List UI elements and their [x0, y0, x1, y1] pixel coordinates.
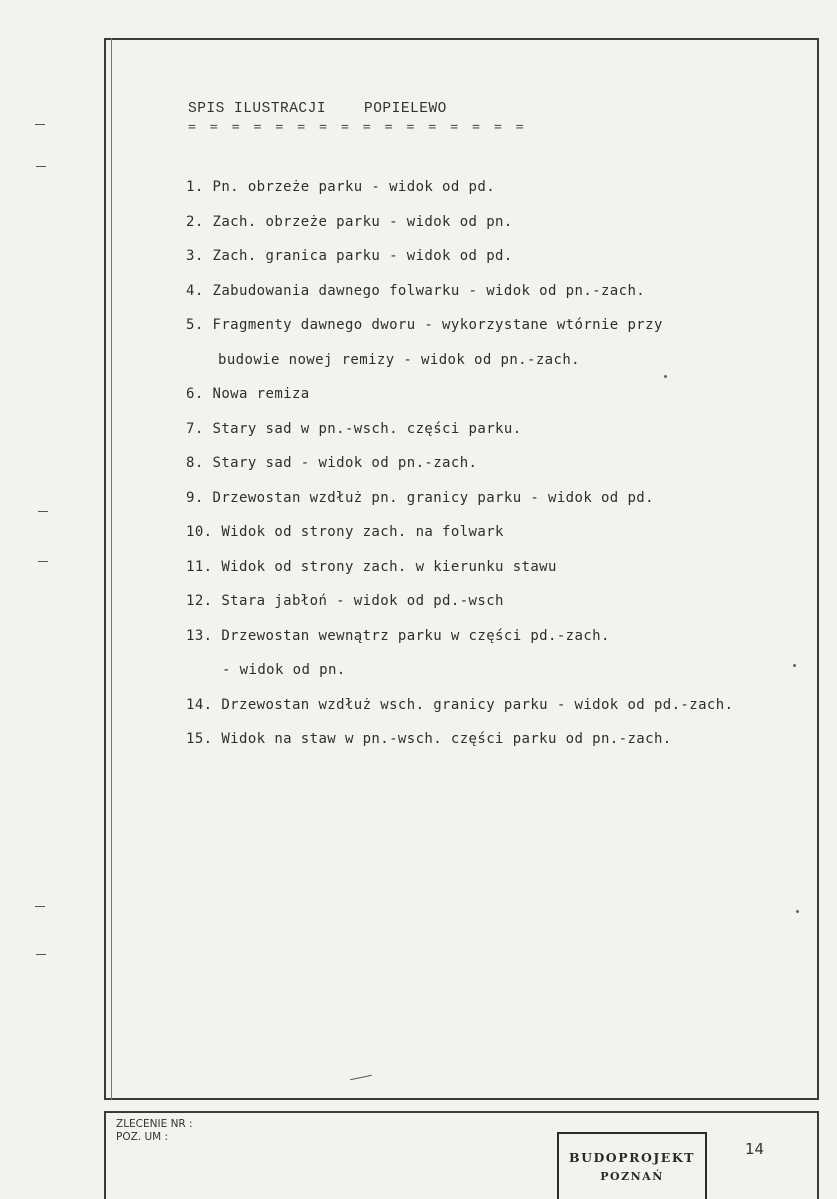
list-item: 4. Zabudowania dawnego folwarku - widok od pn.-zach.	[186, 282, 646, 299]
margin-mark	[36, 166, 46, 167]
ink-speck	[793, 664, 796, 667]
order-number-label: ZLECENIE NR :	[116, 1118, 193, 1130]
list-item: 10. Widok od strony zach. na folwark	[186, 524, 504, 540]
ink-speck	[664, 375, 667, 378]
margin-mark	[38, 561, 48, 562]
list-item: 11. Widok od strony zach. w kierunku stawu	[186, 558, 557, 575]
list-item-continuation: - widok od pn.	[222, 662, 346, 678]
margin-mark	[35, 124, 45, 125]
title-underline: = = = = = = = = = = = = = = = =	[188, 120, 527, 135]
illustration-list	[186, 170, 826, 757]
margin-mark	[35, 906, 45, 907]
list-item-continuation: budowie nowej remizy - widok od pn.-zach.	[218, 351, 580, 368]
place-name: POPIELEWO	[364, 101, 447, 117]
list-item: 9. Drzewostan wzdłuż pn. granicy parku - widok od pd.	[186, 489, 654, 506]
title-text: SPIS ILUSTRACJI	[188, 101, 327, 117]
list-item: 1. Pn. obrzeże parku - widok od pd.	[186, 179, 496, 195]
list-item: 6. Nowa remiza	[186, 386, 310, 402]
footer-labels	[116, 1118, 193, 1144]
stamp-city: POZNAŃ	[600, 1170, 664, 1183]
stamp-company-name: BUDOPROJEKT	[569, 1150, 695, 1165]
document-title	[188, 101, 447, 117]
company-stamp	[557, 1132, 707, 1199]
title-block	[104, 1111, 819, 1199]
ink-speck	[796, 910, 799, 913]
list-item: 7. Stary sad w pn.-wsch. części parku.	[186, 420, 522, 437]
list-item: 5. Fragmenty dawnego dworu - wykorzystane wtórnie przy budowie nowej remizy - widok od pn.-zach.	[186, 308, 826, 377]
list-item: 14. Drzewostan wzdłuż wsch. granicy parku - widok od pd.-zach.	[186, 696, 734, 713]
margin-line	[111, 38, 112, 1100]
list-item: 13. Drzewostan wewnątrz parku w części pd.-zach. - widok od pn.	[186, 619, 826, 688]
list-item: 3. Zach. granica parku - widok od pd.	[186, 248, 513, 264]
list-item: 8. Stary sad - widok od pn.-zach.	[186, 455, 478, 471]
margin-mark	[36, 954, 46, 955]
page-number: 14	[745, 1140, 765, 1158]
margin-mark	[38, 511, 48, 512]
list-item: 12. Stara jabłoń - widok od pd.-wsch	[186, 593, 504, 609]
list-item: 15. Widok na staw w pn.-wsch. części parku od pn.-zach.	[186, 731, 672, 747]
position-label: POZ. UM :	[116, 1131, 169, 1143]
list-item: 2. Zach. obrzeże parku - widok od pn.	[186, 213, 513, 230]
